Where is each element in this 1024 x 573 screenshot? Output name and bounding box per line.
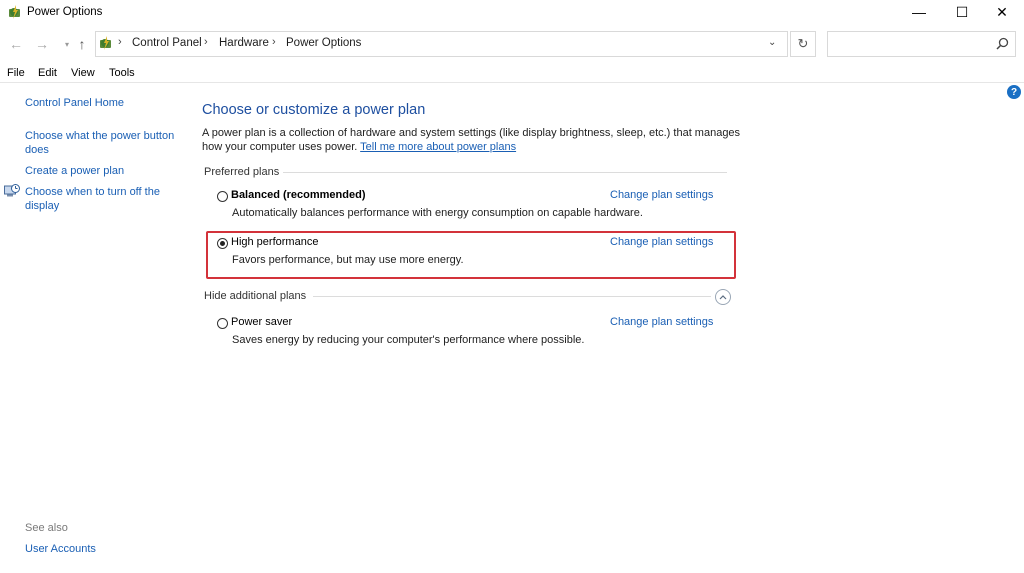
page-description — [202, 126, 762, 154]
balanced-plan-radio[interactable] — [217, 191, 228, 202]
menu-file[interactable]: File — [7, 67, 25, 79]
monitor-clock-icon — [4, 184, 20, 198]
collapse-plans-button[interactable] — [715, 289, 731, 305]
preferred-plans-label: Preferred plans — [204, 166, 280, 178]
breadcrumb-power-options[interactable]: Power Options — [286, 37, 362, 49]
search-input[interactable] — [827, 31, 1016, 57]
chevron-up-icon — [719, 294, 727, 300]
power-options-icon — [98, 35, 114, 51]
radio-selected-dot — [220, 241, 225, 246]
menu-bar — [0, 64, 1024, 82]
help-icon[interactable]: ? — [1007, 85, 1021, 99]
page-title: Choose or customize a power plan — [202, 102, 426, 118]
user-accounts-link[interactable]: User Accounts — [25, 543, 96, 555]
address-bar[interactable] — [95, 31, 788, 57]
title-bar — [0, 0, 1024, 26]
breadcrumb-control-panel[interactable]: Control Panel — [132, 37, 202, 49]
maximize-button[interactable]: ☐ — [955, 3, 969, 20]
power-button-settings-link[interactable]: Choose what the power button does — [25, 130, 175, 156]
navigation-bar — [0, 30, 1024, 58]
high-performance-plan-description: Favors performance, but may use more energy. — [232, 254, 464, 266]
learn-more-link[interactable]: Tell me more about power plans — [360, 141, 517, 153]
minimize-button[interactable]: — — [912, 4, 926, 20]
high-performance-plan-radio[interactable] — [217, 238, 228, 249]
forward-button[interactable]: → — [35, 36, 49, 52]
menu-view[interactable]: View — [71, 67, 95, 79]
menu-tools[interactable]: Tools — [109, 67, 135, 79]
power-saver-plan-radio[interactable] — [217, 318, 228, 329]
turn-off-display-link[interactable]: Choose when to turn off the display — [25, 186, 160, 212]
control-panel-home-link[interactable]: Control Panel Home — [25, 97, 125, 109]
description-text: A power plan is a collection of hardware and system settings (like display brightness, sleep, etc.) that manages how your computer uses power. — [202, 127, 741, 153]
power-saver-plan-description: Saves energy by reducing your computer's performance where possible. — [232, 334, 585, 346]
create-power-plan-link[interactable]: Create a power plan — [25, 165, 125, 177]
balanced-plan-name[interactable]: Balanced (recommended) — [231, 189, 366, 201]
section-divider — [283, 172, 727, 173]
address-dropdown-icon[interactable]: ⌄ — [768, 37, 777, 48]
high-performance-plan-name[interactable]: High performance — [231, 236, 319, 248]
power-saver-change-settings-link[interactable]: Change plan settings — [610, 316, 714, 328]
window-title: Power Options — [27, 6, 103, 18]
recent-locations-button[interactable]: ▾ — [64, 39, 69, 49]
high-performance-change-settings-link[interactable]: Change plan settings — [610, 236, 714, 248]
divider — [0, 82, 1024, 83]
breadcrumb-separator: › — [272, 36, 276, 48]
power-options-icon — [7, 4, 23, 20]
breadcrumb-separator: › — [204, 36, 208, 48]
breadcrumb-separator: › — [118, 36, 122, 48]
balanced-plan-description: Automatically balances performance with energy consumption on capable hardware. — [232, 207, 643, 219]
hide-additional-plans-label[interactable]: Hide additional plans — [204, 290, 307, 302]
refresh-button[interactable]: ↻ — [790, 31, 816, 57]
menu-edit[interactable]: Edit — [38, 67, 57, 79]
see-also-heading: See also — [25, 522, 68, 534]
section-divider — [313, 296, 711, 297]
balanced-change-settings-link[interactable]: Change plan settings — [610, 189, 714, 201]
back-button[interactable]: ← — [9, 36, 23, 52]
power-saver-plan-name[interactable]: Power saver — [231, 316, 293, 328]
search-icon[interactable] — [996, 37, 1009, 50]
breadcrumb-hardware[interactable]: Hardware — [219, 37, 269, 49]
close-button[interactable]: ✕ — [996, 3, 1008, 20]
up-button[interactable]: ↑ — [78, 36, 86, 52]
